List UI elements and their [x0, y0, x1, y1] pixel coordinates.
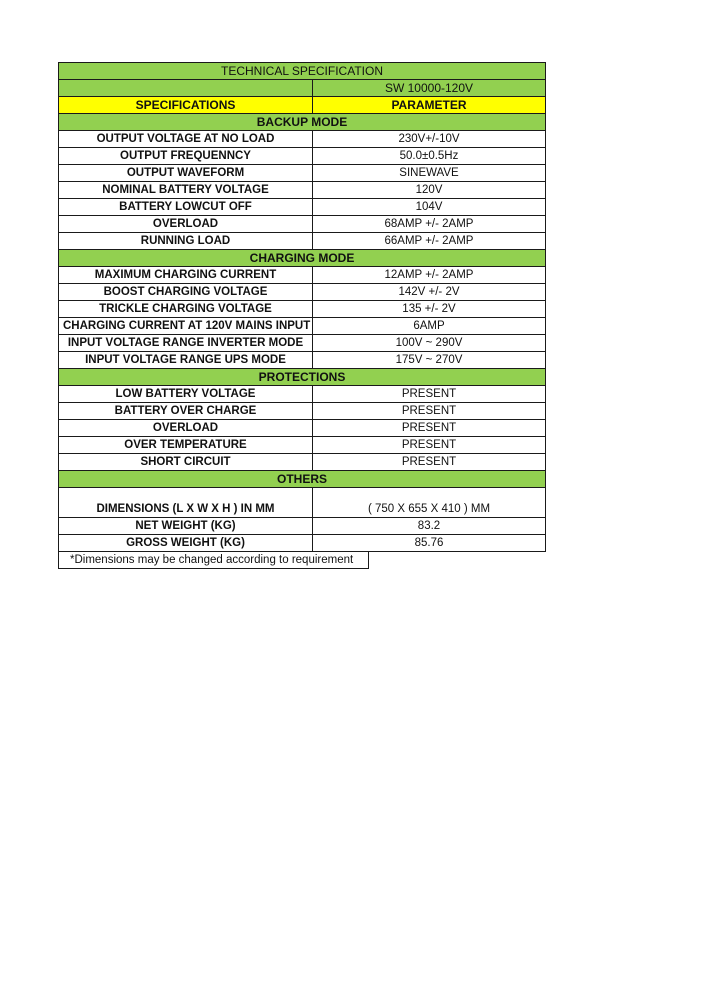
- spec-label: GROSS WEIGHT (KG): [59, 535, 313, 552]
- table-row: [59, 267, 546, 284]
- spec-value: 68AMP +/- 2AMP: [313, 216, 546, 233]
- spec-value: 142V +/- 2V: [313, 284, 546, 301]
- spec-value: 120V: [313, 182, 546, 199]
- table-row: [59, 488, 546, 518]
- section-row: [59, 250, 546, 267]
- spec-value: 66AMP +/- 2AMP: [313, 233, 546, 250]
- spec-value: 50.0±0.5Hz: [313, 148, 546, 165]
- spec-value: 175V ~ 270V: [313, 352, 546, 369]
- spec-label: NOMINAL BATTERY VOLTAGE: [59, 182, 313, 199]
- spec-value: 6AMP: [313, 318, 546, 335]
- table-row: [59, 199, 546, 216]
- param-column-header: PARAMETER: [313, 97, 546, 114]
- table-row: [59, 233, 546, 250]
- spec-value: PRESENT: [313, 420, 546, 437]
- table-row: [59, 165, 546, 182]
- spec-label: RUNNING LOAD: [59, 233, 313, 250]
- table-row: [59, 131, 546, 148]
- spec-label: DIMENSIONS (L X W X H ) IN MM: [59, 488, 313, 518]
- model-blank-cell: [59, 80, 313, 97]
- spec-table: [58, 62, 546, 552]
- table-row: [59, 318, 546, 335]
- spec-label: LOW BATTERY VOLTAGE: [59, 386, 313, 403]
- spec-value: PRESENT: [313, 454, 546, 471]
- spec-label: BATTERY LOWCUT OFF: [59, 199, 313, 216]
- spec-value: PRESENT: [313, 386, 546, 403]
- spec-label: BATTERY OVER CHARGE: [59, 403, 313, 420]
- table-row: [59, 301, 546, 318]
- spec-label: MAXIMUM CHARGING CURRENT: [59, 267, 313, 284]
- table-row: [59, 284, 546, 301]
- table-row: [59, 182, 546, 199]
- table-row: [59, 216, 546, 233]
- section-row: [59, 369, 546, 386]
- spec-label: NET WEIGHT (KG): [59, 518, 313, 535]
- footnote: *Dimensions may be changed according to requirement: [58, 552, 369, 569]
- section-row: [59, 471, 546, 488]
- table-row: [59, 420, 546, 437]
- model-name: SW 10000-120V: [313, 80, 546, 97]
- spec-value: 12AMP +/- 2AMP: [313, 267, 546, 284]
- spec-value: ( 750 X 655 X 410 ) MM: [313, 488, 546, 518]
- model-row: [59, 80, 546, 97]
- spec-label: SHORT CIRCUIT: [59, 454, 313, 471]
- title-row: [59, 63, 546, 80]
- table-row: [59, 148, 546, 165]
- spec-label: OVERLOAD: [59, 216, 313, 233]
- spec-column-header: SPECIFICATIONS: [59, 97, 313, 114]
- spec-label: OVER TEMPERATURE: [59, 437, 313, 454]
- spec-value: 104V: [313, 199, 546, 216]
- spec-value: 100V ~ 290V: [313, 335, 546, 352]
- spec-value: 230V+/-10V: [313, 131, 546, 148]
- spec-label: BOOST CHARGING VOLTAGE: [59, 284, 313, 301]
- table-row: [59, 454, 546, 471]
- table-row: [59, 437, 546, 454]
- table-row: [59, 535, 546, 552]
- table-row: [59, 386, 546, 403]
- section-row: [59, 114, 546, 131]
- table-title: TECHNICAL SPECIFICATION: [59, 63, 546, 80]
- column-header-row: [59, 97, 546, 114]
- spec-table-body: [59, 63, 546, 552]
- spec-label: INPUT VOLTAGE RANGE INVERTER MODE: [59, 335, 313, 352]
- spec-value: PRESENT: [313, 437, 546, 454]
- section-title: CHARGING MODE: [59, 250, 546, 267]
- spec-label: OUTPUT WAVEFORM: [59, 165, 313, 182]
- spec-value: 83.2: [313, 518, 546, 535]
- spec-label: CHARGING CURRENT AT 120V MAINS INPUT: [59, 318, 313, 335]
- spec-value: SINEWAVE: [313, 165, 546, 182]
- spec-label: OUTPUT FREQUENNCY: [59, 148, 313, 165]
- table-row: [59, 352, 546, 369]
- spec-sheet: [58, 62, 545, 569]
- table-row: [59, 518, 546, 535]
- spec-label: OUTPUT VOLTAGE AT NO LOAD: [59, 131, 313, 148]
- spec-value: 85.76: [313, 535, 546, 552]
- table-row: [59, 335, 546, 352]
- section-title: BACKUP MODE: [59, 114, 546, 131]
- spec-label: OVERLOAD: [59, 420, 313, 437]
- table-row: [59, 403, 546, 420]
- section-title: OTHERS: [59, 471, 546, 488]
- section-title: PROTECTIONS: [59, 369, 546, 386]
- spec-value: 135 +/- 2V: [313, 301, 546, 318]
- spec-label: INPUT VOLTAGE RANGE UPS MODE: [59, 352, 313, 369]
- spec-value: PRESENT: [313, 403, 546, 420]
- spec-label: TRICKLE CHARGING VOLTAGE: [59, 301, 313, 318]
